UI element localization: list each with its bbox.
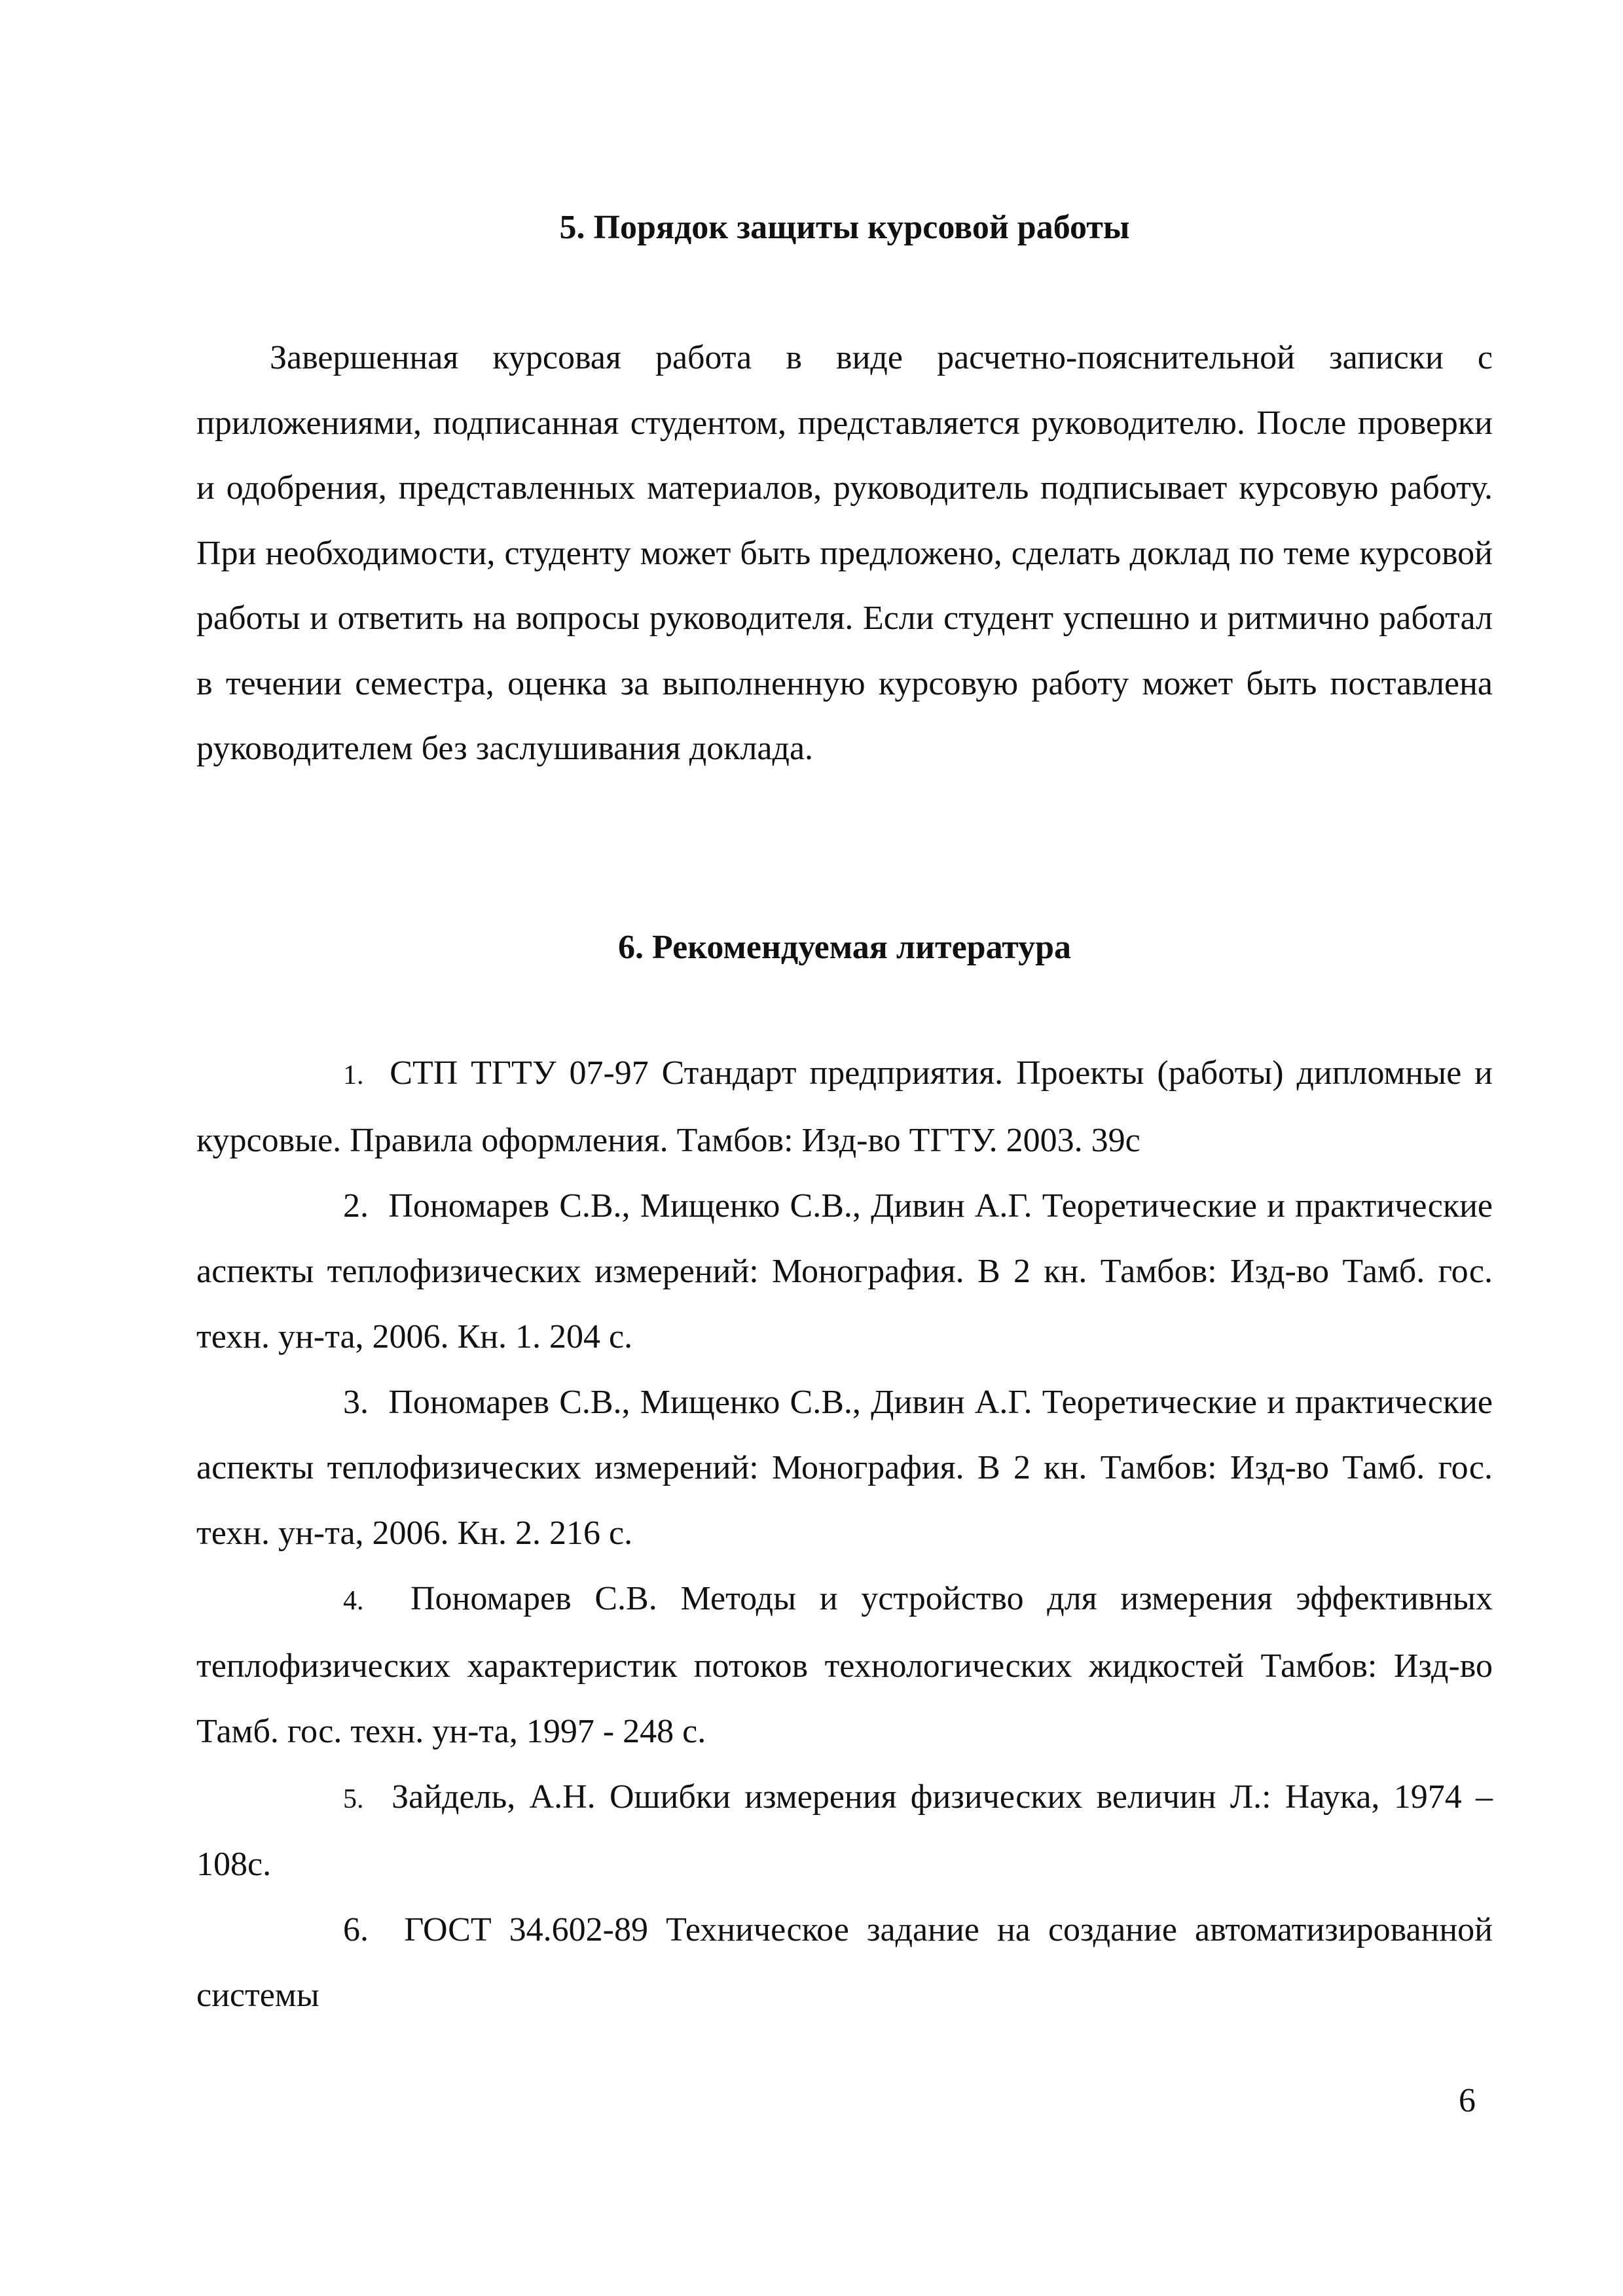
reference-text: Пономарев С.В. Методы и устройство для измерения эффективных теплофизических характеристик потоков технологических жидкостей Тамбов: Изд-во Тамб. гос. техн. ун-та, 1997 - 248 с. (196, 1580, 1493, 1750)
reference-item (196, 1765, 1493, 1897)
reference-number: 5. (343, 1784, 364, 1814)
reference-text: СТП ТГТУ 07-97 Стандарт предприятия. Проекты (работы) дипломные и курсовые. Правила оформления. Тамбов: Изд-во ТГТУ. 2003. 39с (196, 1054, 1493, 1159)
reference-text: Пономарев С.В., Мищенко С.В., Дивин А.Г. Теоретические и практические аспекты теплофизических измерений: Монография. В 2 кн. Тамбов: Изд-во Тамб. гос. техн. ун-та, 2006. Кн. 2. 216 с. (196, 1384, 1493, 1552)
reference-text: ГОСТ 34.602-89 Техническое задание на создание автоматизированной системы (196, 1911, 1493, 2014)
section-6-title: 6. Рекомендуемая литература (618, 929, 1071, 966)
section-5-title: 5. Порядок защиты курсовой работы (559, 209, 1130, 246)
reference-list (196, 1041, 1493, 2028)
reference-number: 6. (343, 1911, 369, 1948)
reference-number: 1. (343, 1060, 364, 1090)
reference-text: Пономарев С.В., Мищенко С.В., Дивин А.Г. Теоретические и практические аспекты теплофизических измерений: Монография. В 2 кн. Тамбов: Изд-во Тамб. гос. техн. ун-та, 2006. Кн. 1. 204 с. (196, 1187, 1493, 1355)
page-number: 6 (1459, 2082, 1476, 2119)
reference-text: Зайдель, А.Н. Ошибки измерения физических величин Л.: Наука, 1974 – 108с. (196, 1778, 1493, 1883)
section-5-paragraph: Завершенная курсовая работа в виде расчетно-пояснительной записки с приложениями, подписанная студентом, представляется руководителю. После проверки и одобрения, представленных материалов, руководитель подписывает курсовую работу. При необходимости, студенту может быть предложено, сделать доклад по теме курсовой работы и ответить на вопросы руководителя. Если студент успешно и ритмично работал в течении семестра, оценка за выполненную курсовую работу может быть поставлена руководителем без заслушивания доклада. (196, 339, 1493, 767)
reference-number: 3. (343, 1384, 369, 1421)
reference-item (196, 1041, 1493, 1174)
reference-item (196, 1174, 1493, 1370)
reference-number: 4. (343, 1586, 364, 1616)
reference-item (196, 1566, 1493, 1765)
reference-item (196, 1370, 1493, 1566)
reference-number: 2. (343, 1187, 369, 1225)
reference-item (196, 1897, 1493, 2028)
